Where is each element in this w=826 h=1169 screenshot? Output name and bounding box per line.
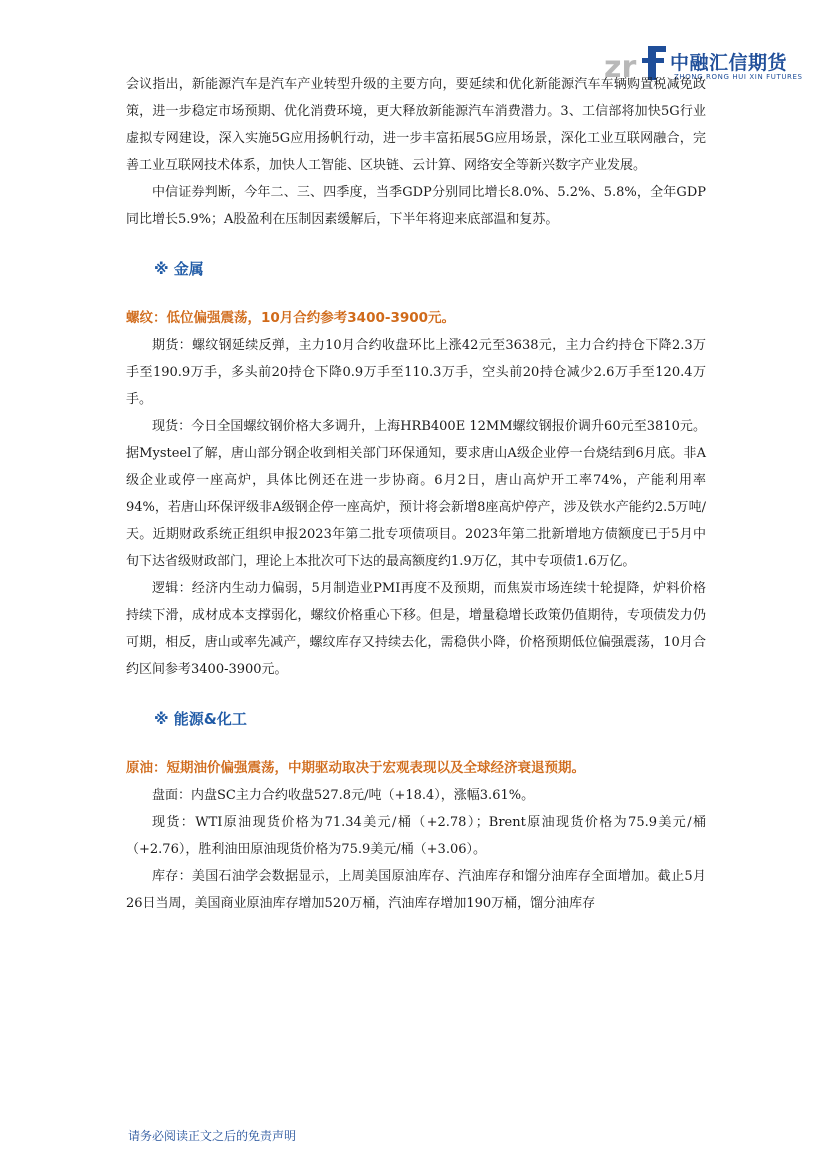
rebar-logic-paragraph: 逻辑：经济内生动力偏弱，5月制造业PMI再度不及预期，而焦炭市场连续十轮提降，炉料价格持续下滑，成材成本支撑弱化，螺纹价格重心下移。但是，增量稳增长政策仍值期待，专项债发力仍可期，相反，唐山或率先减产，螺纹库存又持续去化，需稳供小降，价格预期低位偏强震荡，10月合约区间参考3400-3900元。 <box>126 581 706 677</box>
disclaimer-footer: 请务必阅读正文之后的免责声明 <box>128 1129 297 1143</box>
section-title-metals: ※ 金属 <box>154 260 204 278</box>
svg-text:zr: zr <box>604 50 637 84</box>
rebar-futures-paragraph: 期货：螺纹钢延续反弹，主力10月合约收盘环比上涨42元至3638元，主力合约持仓下降2.3万手至190.9万手，多头前20持仓下降0.9万手至110.3万手，空头前20持仓减少2.6万手至120.4万手。 <box>126 338 706 407</box>
rebar-heading: 螺纹：低位偏强震荡，10月合约参考3400-3900元。 <box>126 310 456 326</box>
paragraph-policy: 会议指出，新能源汽车是汽车产业转型升级的主要方向，要延续和优化新能源汽车车辆购置税减免政策，进一步稳定市场预期、优化消费环境，更大释放新能源汽车消费潜力。3、工信部将加快5G行业虚拟专网建设，深入实施5G应用扬帆行动，进一步丰富拓展5G应用场景，深化工业互联网融合，完善工业互联网技术体系，加快人工智能、区块链、云计算、网络安全等新兴数字产业发展。 <box>126 77 706 173</box>
section-title-energy-chemicals: ※ 能源&化工 <box>154 710 247 728</box>
crude-inventory-paragraph: 库存：美国石油学会数据显示，上周美国原油库存、汽油库存和馏分油库存全面增加。截止5月26日当周，美国商业原油库存增加520万桶，汽油库存增加190万桶，馏分油库存 <box>126 869 706 911</box>
crude-oil-heading: 原油：短期油价偏强震荡，中期驱动取决于宏观表现以及全球经济衰退预期。 <box>126 760 585 776</box>
logo-chinese-name: 中融汇信期货 <box>670 52 788 74</box>
crude-market-paragraph: 盘面：内盘SC主力合约收盘527.8元/吨（+18.4），涨幅3.61%。 <box>152 788 535 803</box>
paragraph-gdp-forecast: 中信证券判断，今年二、三、四季度，当季GDP分别同比增长8.0%、5.2%、5.8%，全年GDP同比增长5.9%；A股盈利在压制因素缓解后，下半年将迎来底部温和复苏。 <box>126 185 706 227</box>
crude-spot-paragraph: 现货：WTI原油现货价格为71.34美元/桶（+2.78）；Brent原油现货价格为75.9美元/桶（+2.76），胜利油田原油现货价格为75.9美元/桶（+3.06）。 <box>126 815 706 857</box>
rebar-spot-paragraph: 现货：今日全国螺纹钢价格大多调升，上海HRB400E 12MM螺纹钢报价调升60元至3810元。据Mysteel了解，唐山部分钢企收到相关部门环保通知，要求唐山A级企业停一台烧结到6月底。非A级企业或停一座高炉，具体比例还在进一步协商。6月2日，唐山高炉开工率74%，产能利用率94%，若唐山环保评级非A级钢企停一座高炉，预计将会新增8座高炉停产，涉及铁水产能约2.5万吨/天。近期财政系统正组织申报2023年第二批专项债项目。2023年第二批新增地方债额度已于5月中旬下达省级财政部门，理论上本批次可下达的最高额度约1.9万亿，其中专项债1.6万亿。 <box>126 419 706 569</box>
logo-english-name: ZHONG RONG HUI XIN FUTURES <box>674 73 803 81</box>
report-body <box>126 71 706 917</box>
